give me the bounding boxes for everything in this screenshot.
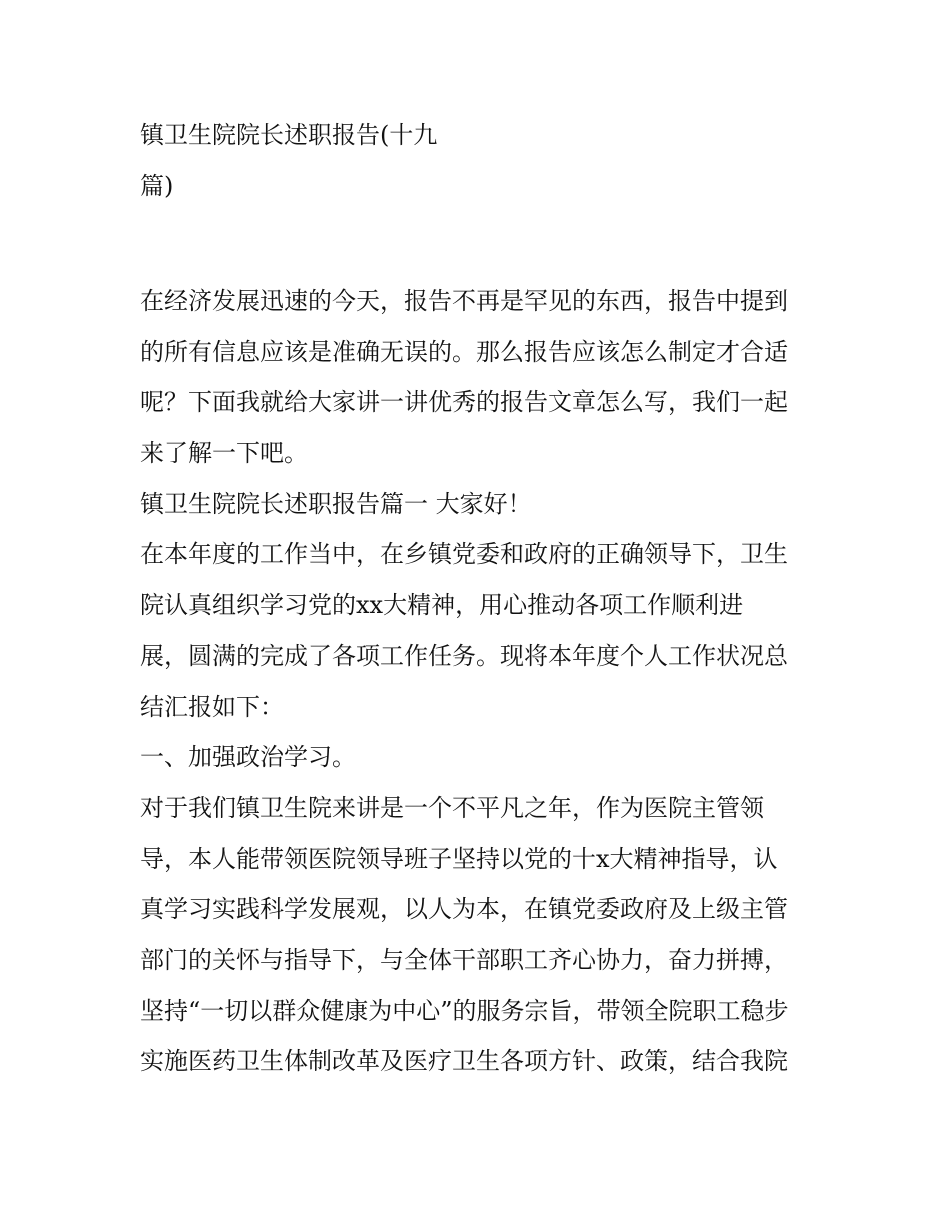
body-line: 在本年度的工作当中，在乡镇党委和政府的正确领导下，卫生 bbox=[140, 540, 788, 569]
body-line: 展，圆满的完成了各项工作任务。现将本年度个人工作状况总 bbox=[140, 641, 788, 670]
document-title bbox=[140, 110, 820, 211]
subheading-line: 一、加强政治学习。 bbox=[140, 743, 356, 772]
body-line: 呢？下面我就给大家讲一讲优秀的报告文章怎么写，我们一起 bbox=[140, 388, 788, 417]
body-line: 的所有信息应该是准确无误的。那么报告应该怎么制定才合适 bbox=[140, 337, 788, 366]
title-line: 镇卫生院院长述职报告(十九 bbox=[140, 121, 438, 149]
body-line: 在经济发展迅速的今天，报告不再是罕见的东西，报告中提到 bbox=[140, 287, 788, 315]
title-line: 篇) bbox=[140, 171, 174, 200]
body-line: 实施医药卫生体制改革及医疗卫生各项方针、政策，结合我院 bbox=[140, 1047, 788, 1076]
body-line: 对于我们镇卫生院来讲是一个不平凡之年，作为医院主管领 bbox=[140, 793, 764, 822]
body-line: 导，本人能带领医院领导班子坚持以党的十x大精神指导，认 bbox=[140, 844, 778, 873]
body-line: 结汇报如下： bbox=[140, 692, 284, 721]
body-line: 来了解一下吧。 bbox=[140, 439, 308, 468]
body-line: 坚持“一切以群众健康为中心”的服务宗旨，带领全院职工稳步 bbox=[140, 996, 789, 1025]
document-body bbox=[140, 276, 820, 1087]
body-line: 院认真组织学习党的xx大精神，用心推动各项工作顺利进 bbox=[140, 591, 744, 620]
body-line: 真学习实践科学发展观，以人为本，在镇党委政府及上级主管 bbox=[140, 895, 788, 924]
section-heading-line: 镇卫生院院长述职报告篇一 大家好！ bbox=[140, 489, 532, 518]
body-line: 部门的关怀与指导下，与全体干部职工齐心协力，奋力拼搏， bbox=[140, 945, 788, 974]
